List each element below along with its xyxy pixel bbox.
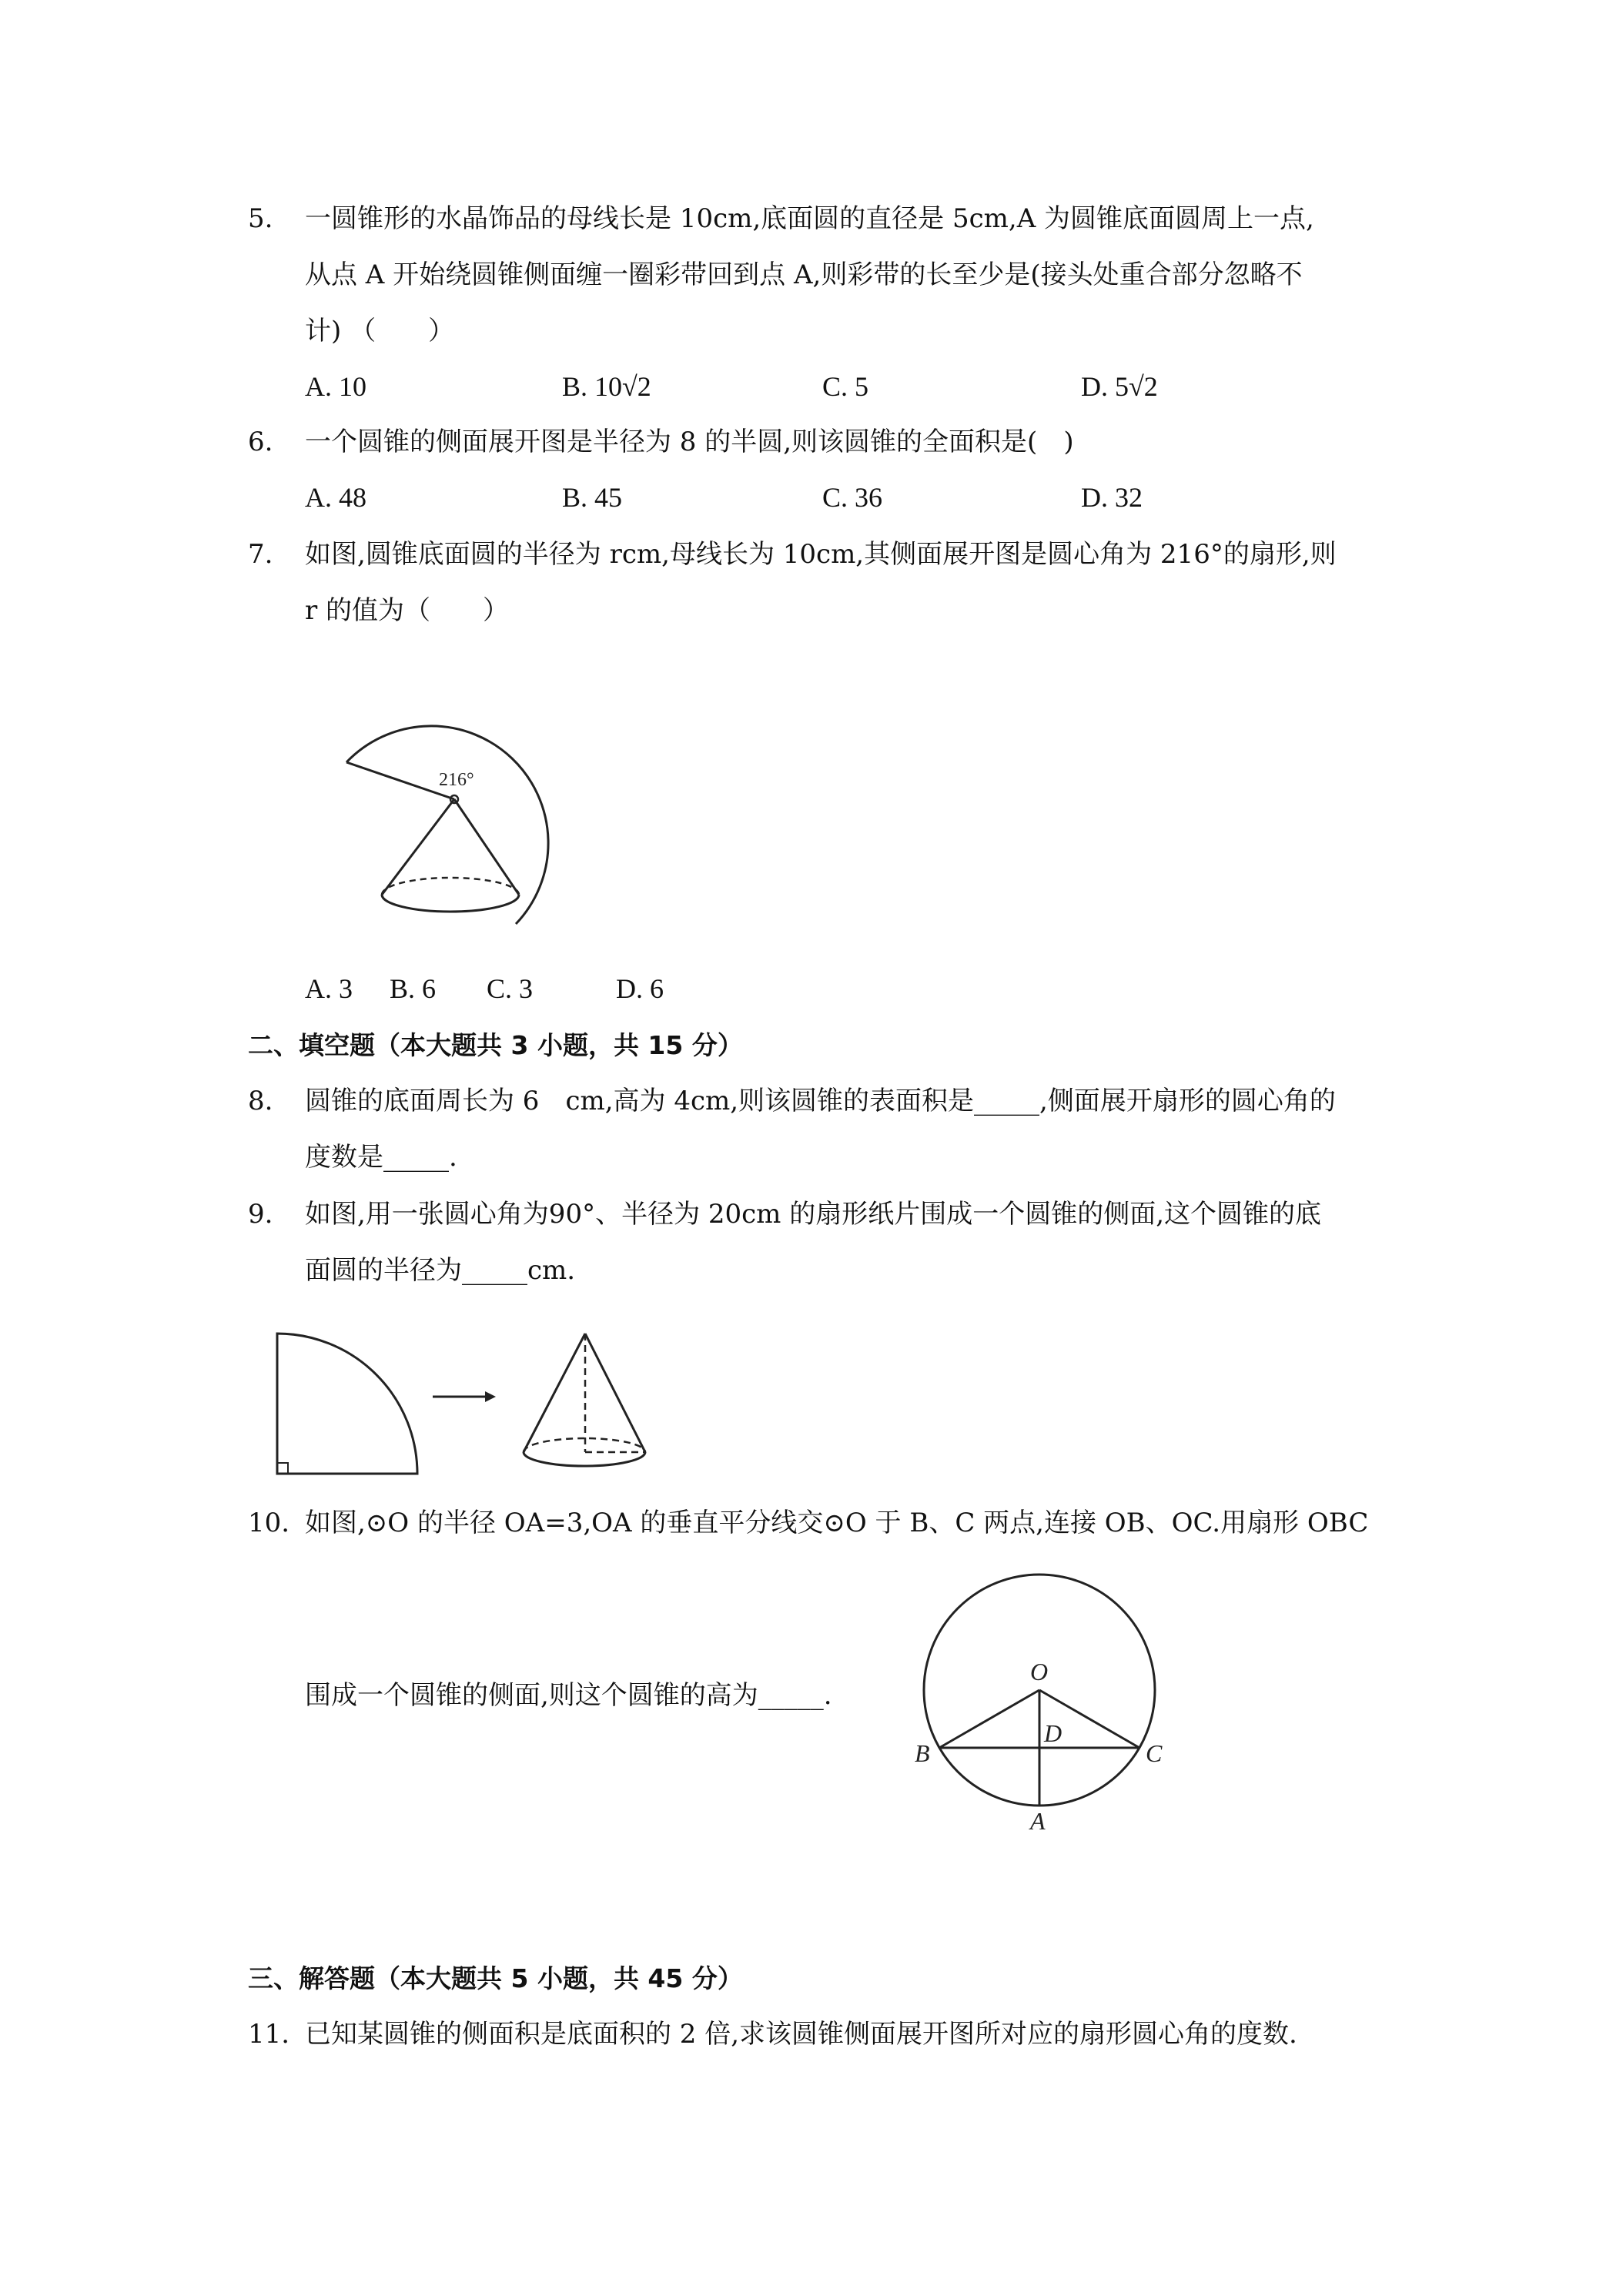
q7-sector-radius xyxy=(346,762,454,799)
q10-label-b: B xyxy=(915,1739,930,1767)
q9-sector-to-cone-figure xyxy=(269,1323,654,1484)
q9-cone-base-front xyxy=(524,1452,645,1466)
q9-number: 9. xyxy=(248,1199,273,1230)
q10-label-c: C xyxy=(1146,1739,1163,1767)
q9-cone-slant-left xyxy=(524,1334,585,1452)
q9-cone-slant-right xyxy=(585,1334,645,1452)
q7-text-line2: r 的值为（ ） xyxy=(305,595,510,626)
q10-circle-figure xyxy=(901,1571,1178,1832)
q7-text-line1: 如图,圆锥底面圆的半径为 rcm,母线长为 10cm,其侧面展开图是圆心角为 216°的扇形,则 xyxy=(305,539,1337,570)
q7-sector-cone-figure xyxy=(323,678,585,939)
q5-option-d: D. 5√2 xyxy=(1081,371,1158,402)
q7-option-d: D. 6 xyxy=(616,973,664,1004)
q6-option-b: B. 45 xyxy=(562,482,623,513)
q7-angle-label: 216° xyxy=(439,770,474,790)
section-3-heading: 三、解答题（本大题共 5 小题，共 45 分） xyxy=(248,1963,743,1993)
q9-right-angle-mark xyxy=(277,1463,288,1474)
q8-number: 8. xyxy=(248,1086,273,1116)
q8-text-line1: 圆锥的底面周长为 6 cm,高为 4cm,则该圆锥的表面积是_____,侧面展开扇形的圆心角的 xyxy=(305,1086,1336,1116)
q6-option-a: A. 48 xyxy=(305,482,366,513)
q7-option-a: A. 3 xyxy=(305,973,353,1004)
q6-number: 6. xyxy=(248,427,273,457)
q7-option-c: C. 3 xyxy=(487,973,534,1004)
q7-option-b: B. 6 xyxy=(390,973,437,1004)
q9-quarter-sector xyxy=(277,1334,417,1474)
q9-text-line1: 如图,用一张圆心角为90°、半径为 20cm 的扇形纸片围成一个圆锥的侧面,这个圆锥的底 xyxy=(305,1199,1322,1230)
q5-number: 5. xyxy=(248,203,273,234)
q6-text-line1: 一个圆锥的侧面展开图是半径为 8 的半圆,则该圆锥的全面积是( ) xyxy=(305,427,1074,457)
q10-label-o: O xyxy=(1030,1658,1049,1685)
q8-text-line2: 度数是_____. xyxy=(305,1142,457,1173)
q11-text-line1: 已知某圆锥的侧面积是底面积的 2 倍,求该圆锥侧面展开图所对应的扇形圆心角的度数. xyxy=(305,2019,1297,2050)
q10-text-line2: 围成一个圆锥的侧面,则这个圆锥的高为_____. xyxy=(305,1680,832,1711)
q7-cone-slant-left xyxy=(382,799,454,895)
q10-label-a: A xyxy=(1030,1807,1046,1832)
q6-option-d: D. 32 xyxy=(1081,482,1143,513)
q7-cone-base-back xyxy=(382,878,519,895)
q7-cone-base-front xyxy=(382,895,519,912)
q9-text-line2: 面圆的半径为_____cm. xyxy=(305,1255,576,1286)
q10-number: 10. xyxy=(248,1508,290,1538)
q6-option-c: C. 36 xyxy=(822,482,883,513)
q5-text-line2: 从点 A 开始绕圆锥侧面缠一圈彩带回到点 A,则彩带的长至少是(接头处重合部分忽略不 xyxy=(305,259,1303,290)
q10-label-d: D xyxy=(1044,1719,1062,1747)
q9-arrow-head xyxy=(485,1391,496,1402)
q5-text-line1: 一圆锥形的水晶饰品的母线长是 10cm,底面圆的直径是 5cm,A 为圆锥底面圆周上一点, xyxy=(305,203,1314,234)
q7-number: 7. xyxy=(248,539,273,570)
q5-option-c: C. 5 xyxy=(822,371,869,402)
q5-option-b: B. 10√2 xyxy=(562,371,651,402)
q5-option-a: A. 10 xyxy=(305,371,366,402)
q11-number: 11. xyxy=(248,2019,290,2050)
q10-text-line1: 如图,⊙O 的半径 OA=3,OA 的垂直平分线交⊙O 于 B、C 两点,连接 OB、OC.用扇形 OBC xyxy=(305,1508,1369,1538)
section-2-heading: 二、填空题（本大题共 3 小题，共 15 分） xyxy=(248,1030,743,1060)
q5-text-line3: 计) （ ） xyxy=(305,316,455,346)
q10-segment-ob xyxy=(939,1690,1039,1748)
